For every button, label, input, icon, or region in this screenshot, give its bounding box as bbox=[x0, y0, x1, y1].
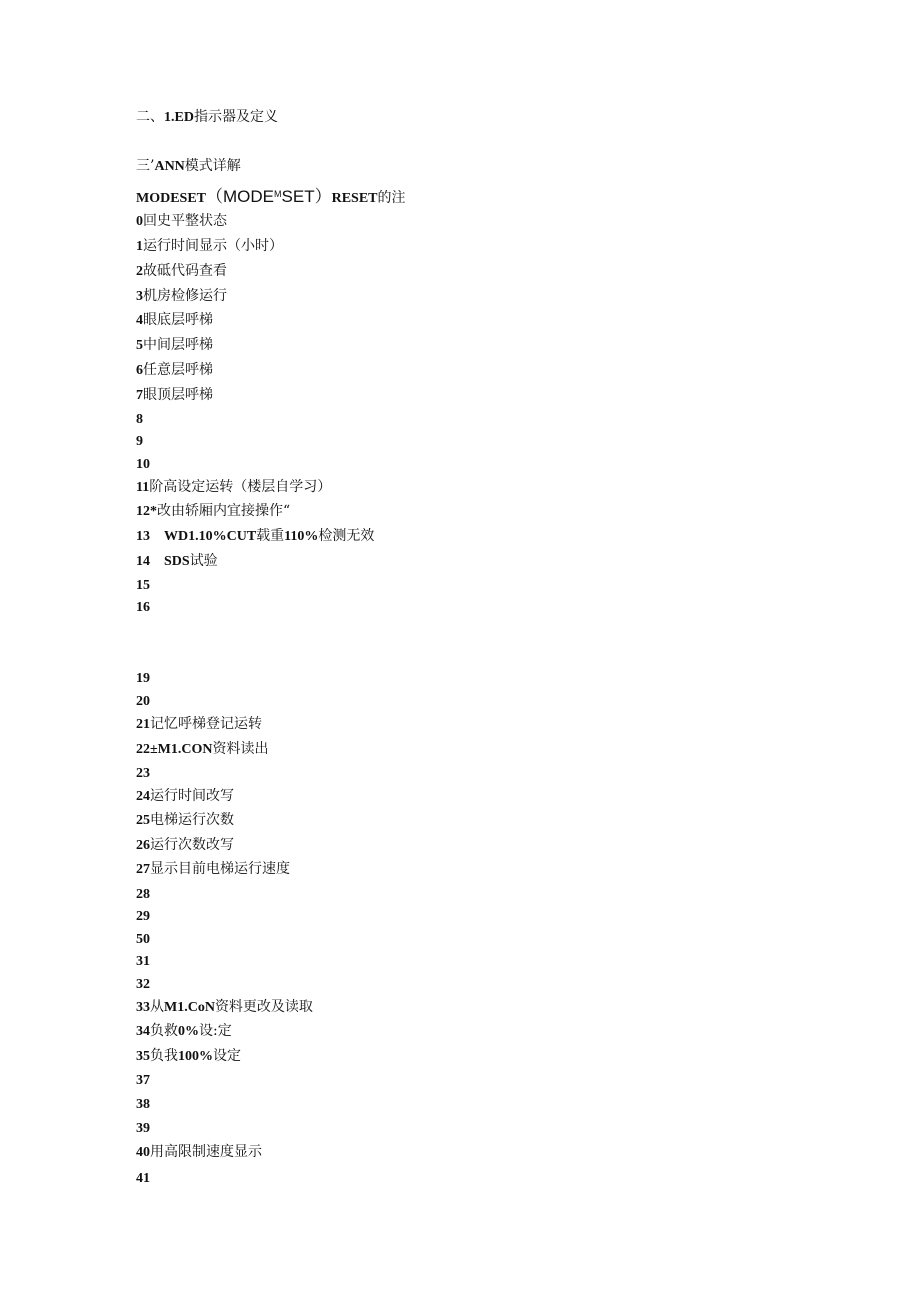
mode-superscript: M bbox=[274, 189, 282, 199]
mode-item-35 bbox=[136, 1047, 241, 1066]
mode-description: 负我 bbox=[150, 1048, 178, 1064]
mode-number: 40 bbox=[136, 1145, 150, 1160]
mode-number: 9 bbox=[136, 434, 143, 449]
mode-item-40 bbox=[136, 1143, 262, 1162]
mode-item-23 bbox=[136, 764, 150, 783]
heading-code: ANN bbox=[154, 159, 185, 174]
mode-number: 35 bbox=[136, 1049, 150, 1064]
section-heading-led bbox=[136, 108, 278, 127]
mode-description-2: 设定 bbox=[213, 1048, 241, 1064]
mode-item-28 bbox=[136, 885, 150, 904]
mode-description: 运行次数改写 bbox=[150, 837, 234, 853]
mode-item-13 bbox=[136, 527, 374, 546]
mode-number: 1 bbox=[136, 239, 143, 254]
mode-description-2: 检测无效 bbox=[318, 528, 375, 544]
mode-number: 34 bbox=[136, 1024, 150, 1039]
mode-description-2: 资料更改及读取 bbox=[214, 999, 313, 1015]
mode-item-0 bbox=[136, 212, 227, 231]
heading-text: 模式详解 bbox=[184, 158, 241, 174]
mode-item-5 bbox=[136, 336, 213, 355]
mode-number: 26 bbox=[136, 838, 150, 853]
mode-description: 运行时间显示（小时） bbox=[143, 238, 283, 254]
mode-description: 电梯运行次数 bbox=[150, 812, 234, 828]
mode-description: 眼底层呼梯 bbox=[143, 312, 213, 328]
mode-item-41 bbox=[136, 1169, 150, 1188]
mode-text: MODE bbox=[223, 187, 275, 206]
paren-open: （ bbox=[206, 187, 224, 206]
mode-description: 试验 bbox=[189, 553, 218, 569]
mode-number: 8 bbox=[136, 412, 143, 427]
mode-item-25 bbox=[136, 811, 234, 830]
mode-item-38 bbox=[136, 1095, 150, 1114]
mode-code: M1.CoN bbox=[164, 1000, 215, 1015]
mode-number: 19 bbox=[136, 671, 150, 686]
mode-number: 32 bbox=[136, 977, 150, 992]
mode-item-16 bbox=[136, 598, 150, 617]
mode-number: 12* bbox=[136, 504, 157, 519]
mode-number: 2 bbox=[136, 264, 143, 279]
mode-description: 载重 bbox=[256, 528, 285, 544]
mode-item-4 bbox=[136, 311, 213, 330]
mode-code: 0% bbox=[178, 1024, 199, 1039]
mode-number: 38 bbox=[136, 1097, 150, 1112]
mode-number: 28 bbox=[136, 887, 150, 902]
mode-item-29 bbox=[136, 907, 150, 926]
heading-text: 指示器及定义 bbox=[193, 109, 278, 125]
mode-item-15 bbox=[136, 576, 150, 595]
mode-item-39 bbox=[136, 1119, 150, 1138]
mode-item-21 bbox=[136, 715, 262, 734]
set-text: SET bbox=[281, 187, 315, 206]
mode-item-24 bbox=[136, 787, 234, 806]
mode-description: 负救 bbox=[150, 1023, 178, 1039]
mode-description: 故砥代码查看 bbox=[143, 263, 227, 279]
mode-number: 11 bbox=[136, 480, 150, 495]
mode-item-7 bbox=[136, 386, 213, 405]
mode-number: 7 bbox=[136, 388, 143, 403]
mode-item-14 bbox=[136, 552, 218, 571]
mode-number: 4 bbox=[136, 313, 143, 328]
mode-description: 机房检修运行 bbox=[143, 288, 227, 304]
note-suffix: 的注 bbox=[377, 190, 406, 206]
mode-number: 29 bbox=[136, 909, 150, 924]
mode-description: 阶高设定运转（楼层自学习） bbox=[149, 479, 332, 495]
mode-number: 39 bbox=[136, 1121, 150, 1136]
mode-code: 100% bbox=[178, 1049, 213, 1064]
mode-number: 50 bbox=[136, 932, 150, 947]
mode-number: 20 bbox=[136, 694, 150, 709]
mode-description: 记忆呼梯登记运转 bbox=[150, 716, 262, 732]
mode-description: 中间层呼梯 bbox=[143, 337, 213, 353]
mode-item-34 bbox=[136, 1022, 232, 1041]
mode-item-27 bbox=[136, 860, 290, 879]
mode-number: 3 bbox=[136, 289, 143, 304]
mode-number: 16 bbox=[136, 600, 150, 615]
paren-close: ） bbox=[314, 187, 332, 206]
mode-item-22 bbox=[136, 740, 269, 759]
mode-number: 6 bbox=[136, 363, 143, 378]
mode-description: 运行时间改写 bbox=[150, 788, 234, 804]
mode-item-12 bbox=[136, 502, 290, 521]
mode-description: 用高限制速度显示 bbox=[150, 1144, 262, 1160]
mode-description-2: 设:定 bbox=[199, 1023, 232, 1039]
mode-item-1 bbox=[136, 237, 283, 256]
mode-item-2 bbox=[136, 262, 227, 281]
reset-bold: RESET bbox=[331, 191, 378, 206]
mode-item-37 bbox=[136, 1071, 150, 1090]
mode-code: WD1.10%CUT bbox=[164, 529, 257, 544]
mode-number: 0 bbox=[136, 214, 143, 229]
mode-description: 回史平整状态 bbox=[143, 213, 227, 229]
mode-number: 15 bbox=[136, 578, 150, 593]
mode-number: 24 bbox=[136, 789, 150, 804]
mode-number: 27 bbox=[136, 862, 150, 877]
mode-item-11 bbox=[136, 478, 331, 497]
mode-item-6 bbox=[136, 361, 213, 380]
mode-description: 眼顶层呼梯 bbox=[143, 387, 213, 403]
section-heading-ann bbox=[136, 157, 241, 176]
modeset-bold: MODESET bbox=[136, 191, 207, 206]
mode-number: 13 bbox=[136, 529, 150, 544]
mode-item-33 bbox=[136, 998, 313, 1017]
mode-item-50 bbox=[136, 930, 150, 949]
mode-item-9 bbox=[136, 432, 143, 451]
mode-number: 10 bbox=[136, 457, 150, 472]
mode-item-32 bbox=[136, 975, 150, 994]
mode-number: 5 bbox=[136, 338, 143, 353]
mode-number: 31 bbox=[136, 954, 150, 969]
heading-prefix: 三’ bbox=[136, 158, 155, 174]
mode-number: 22±M1.CON bbox=[136, 742, 213, 757]
mode-description: 改由轿厢内宜接操作“ bbox=[157, 503, 291, 519]
mode-description: 任意层呼梯 bbox=[143, 362, 213, 378]
mode-number: 41 bbox=[136, 1171, 150, 1186]
mode-item-26 bbox=[136, 836, 234, 855]
mode-item-10 bbox=[136, 455, 150, 474]
heading-prefix: 二、 bbox=[136, 109, 164, 125]
mode-description: 资料读出 bbox=[212, 741, 269, 757]
mode-code: SDS bbox=[164, 554, 190, 569]
mode-number: 14 bbox=[136, 554, 150, 569]
mode-item-3 bbox=[136, 287, 227, 306]
mode-number: 25 bbox=[136, 813, 150, 828]
mode-number: 33 bbox=[136, 1000, 150, 1015]
mode-description: 从 bbox=[150, 999, 164, 1015]
mode-item-19 bbox=[136, 669, 150, 688]
mode-item-20 bbox=[136, 692, 150, 711]
mode-number: 37 bbox=[136, 1073, 150, 1088]
mode-set-note bbox=[136, 183, 406, 210]
mode-item-8 bbox=[136, 410, 143, 429]
heading-code: 1.ED bbox=[164, 110, 194, 125]
mode-number: 23 bbox=[136, 766, 150, 781]
mode-item-31 bbox=[136, 952, 150, 971]
mode-description: 显示目前电梯运行速度 bbox=[150, 861, 290, 877]
mode-number: 21 bbox=[136, 717, 150, 732]
mode-code-2: 110% bbox=[284, 529, 319, 544]
